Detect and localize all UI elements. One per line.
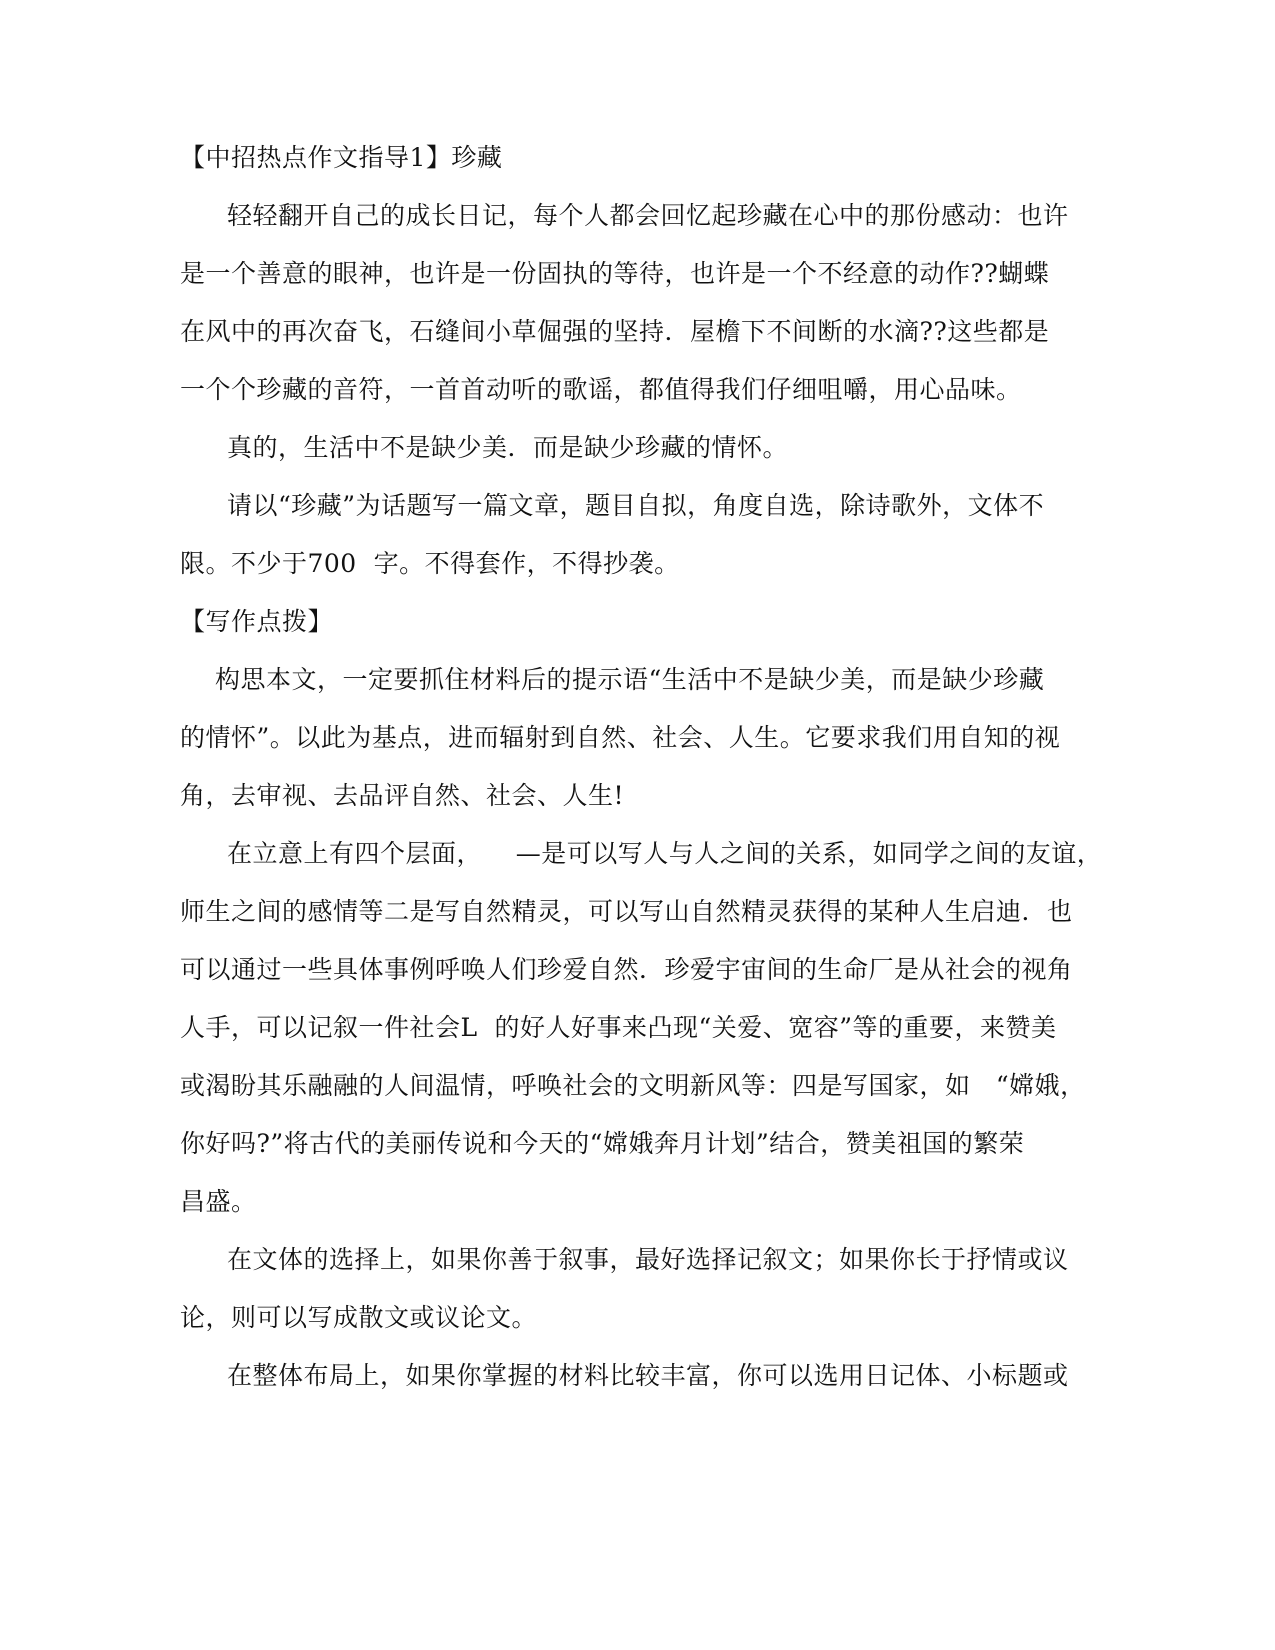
- paragraph-line: 昌盛。: [180, 1187, 257, 1216]
- paragraph-line: 在风中的再次奋飞，石缝间小草倔强的坚持．屋檐下不间断的水滴??这些都是: [180, 317, 1050, 346]
- paragraph-line: 在文体的选择上，如果你善于叙事，最好选择记叙文；如果你长于抒情或议: [227, 1245, 1069, 1274]
- paragraph-line: 是一个善意的眼神，也许是一份固执的等待，也许是一个不经意的动作??蝴蝶: [180, 259, 1050, 288]
- paragraph-line: 一个个珍藏的音符，一首首动听的歌谣，都值得我们仔细咀嚼，用心品味。: [180, 375, 1022, 404]
- paragraph-line: 你好吗?”将古代的美丽传说和今天的“嫦娥奔月计划”结合，赞美祖国的繁荣: [180, 1129, 1025, 1158]
- paragraph-line: 真的，生活中不是缺少美．而是缺少珍藏的情怀。: [227, 433, 789, 462]
- paragraph-line: 在立意上有四个层面， —是可以写人与人之间的关系，如同学之间的友谊，: [227, 839, 1103, 868]
- paragraph-line: 构思本文，一定要抓住材料后的提示语“生活中不是缺少美，而是缺少珍藏: [215, 665, 1045, 694]
- paragraph-line: 或渴盼其乐融融的人间温情，呼唤社会的文明新风等：四是写国家，如 “嫦娥，: [180, 1071, 1086, 1100]
- paragraph-line: 在整体布局上，如果你掌握的材料比较丰富，你可以选用日记体、小标题或: [227, 1361, 1069, 1390]
- paragraph-line: 论，则可以写成散文或议论文。: [180, 1303, 538, 1332]
- section-heading: 【写作点拨】: [180, 607, 334, 636]
- paragraph-line: 角，去审视、去品评自然、社会、人生!: [180, 781, 625, 810]
- paragraph-line: 轻轻翻开自己的成长日记，每个人都会回忆起珍藏在心中的那份感动：也许: [227, 201, 1069, 230]
- document-title: 【中招热点作文指导1】珍藏: [180, 143, 503, 172]
- paragraph-line: 的情怀”。以此为基点，进而辐射到自然、社会、人生。它要求我们用自知的视: [180, 723, 1061, 752]
- paragraph-line: 限。不少于700 字。不得套作，不得抄袭。: [180, 549, 680, 578]
- paragraph-line: 可以通过一些具体事例呼唤人们珍爱自然．珍爱宇宙间的生命厂是从社会的视角: [180, 955, 1073, 984]
- paragraph-line: 人手，可以记叙一件社会L 的好人好事来凸现“关爱、宽容”等的重要，来赞美: [180, 1013, 1057, 1042]
- paragraph-line: 请以“珍藏”为话题写一篇文章，题目自拟，角度自选，除诗歌外，文体不: [227, 491, 1045, 520]
- paragraph-line: 师生之间的感情等二是写自然精灵，可以写山自然精灵获得的某种人生启迪．也: [180, 897, 1073, 926]
